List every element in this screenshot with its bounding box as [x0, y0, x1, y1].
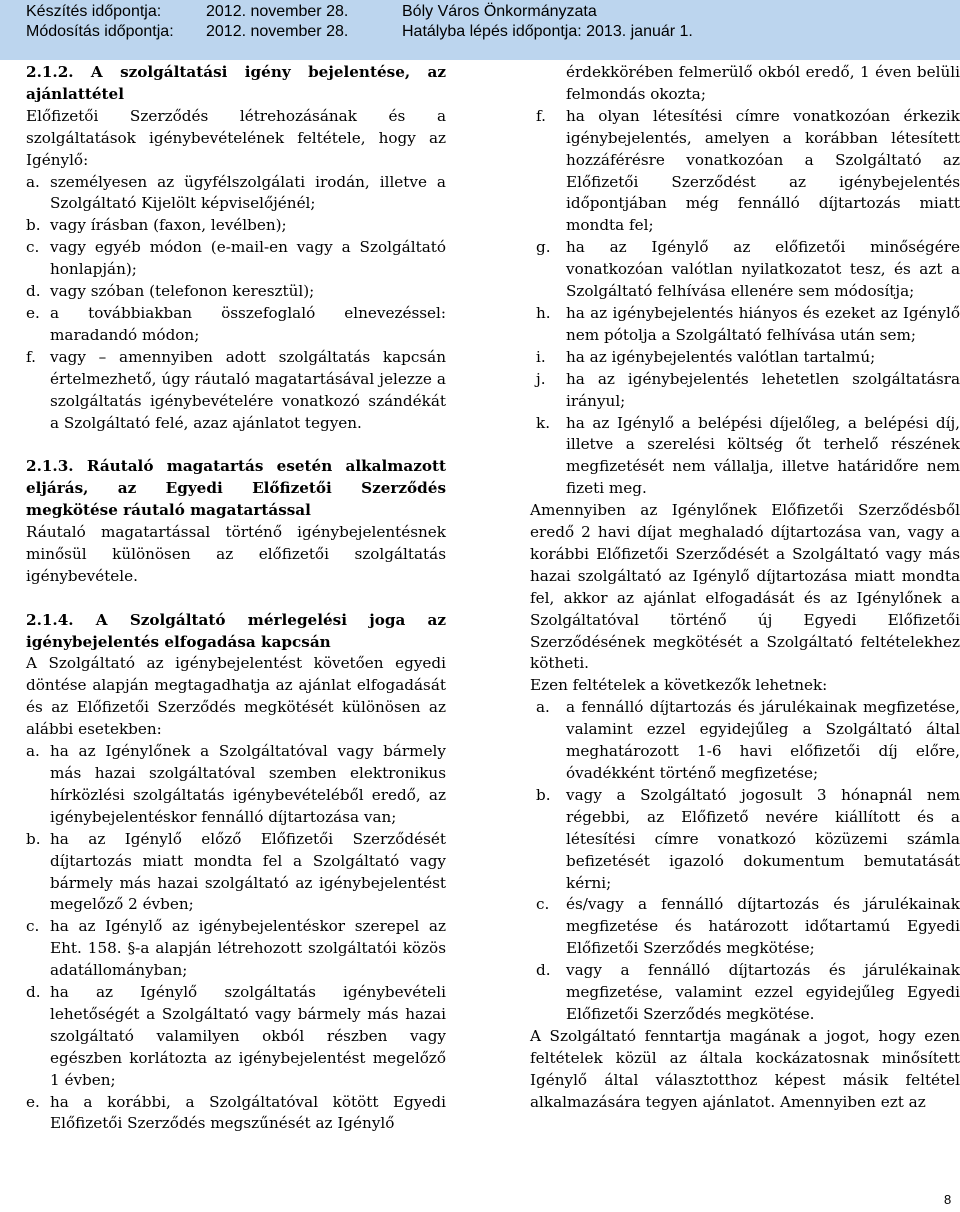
body-paragraph: Ezen feltételek a következők lehetnek:	[530, 676, 828, 695]
list-item	[530, 369, 960, 413]
list-marker: a.	[26, 172, 40, 191]
list-item-text: vagy szóban (telefonon keresztül);	[50, 282, 315, 301]
list-marker: d.	[26, 282, 41, 301]
list-item	[530, 413, 960, 501]
list-item-text: személyesen az ügyfélszolgálati irodán, illetve a Szolgáltató Kijelölt képviselőjénél;	[50, 172, 446, 213]
list-marker: b.	[26, 829, 41, 848]
section-intro: A Szolgáltató az igénybejelentést követően egyedi döntése alapján megtagadhatja az ajánlat elfogadását és az Előfizetői Szerződés megkötését különösen az alábbi esetekben:	[26, 654, 446, 739]
list-item-text: ha olyan létesítési címre vonatkozóan érkezik igénybejelentés, amelyen a korábban létesített hozzáférésre vonatkozóan a Szolgáltató az Előfizetői Szerződést az igénybejelentés időpontjában még fennálló díjtartozás miatt mondta fel;	[566, 106, 960, 235]
list-item-text: ha az igénybejelentés hiányos és ezeket az Igénylő nem pótolja a Szolgáltató felhívása után sem;	[566, 303, 960, 344]
body-paragraph: A Szolgáltató fenntartja magának a jogot, hogy ezen feltételek közül az általa kockázatosnak minősített Igénylő által választotthoz képest másik feltétel alkalmazására tegyen ajánlatot. Amennyiben ezt az	[530, 1026, 960, 1111]
created-label: Készítés időpontja:	[26, 3, 162, 20]
section-heading-2-1-4: 2.1.4. A Szolgáltató mérlegelési joga az igénybejelentés elfogadása kapcsán	[26, 610, 446, 651]
list-marker: b.	[26, 216, 41, 235]
modified-date: 2012. november 28.	[206, 23, 349, 40]
list-item	[26, 741, 446, 829]
list-item	[26, 303, 446, 347]
list-item	[530, 697, 960, 785]
list-marker: h.	[536, 303, 551, 322]
list-item-text: ha az igénybejelentés valótlan tartalmú;	[566, 347, 876, 366]
list-item-text: ha az Igénylő a belépési díjelőleg, a belépési díj, illetve a szerelési költség őt terhelő részének megfizetését nem vállalja, illetve határidőre nem fizeti meg.	[566, 413, 960, 498]
request-methods-list	[26, 172, 446, 435]
right-column	[530, 62, 960, 1114]
list-item	[26, 281, 446, 303]
list-item	[26, 916, 446, 982]
list-item-continuation: érdekkörében felmerülő okból eredő, 1 éven belüli felmondás okozta;	[566, 63, 960, 103]
list-marker: g.	[536, 238, 551, 257]
left-column	[26, 62, 446, 1135]
list-item	[26, 237, 446, 281]
list-item	[530, 347, 960, 369]
list-item	[26, 829, 446, 917]
created-date: 2012. november 28.	[206, 3, 349, 20]
list-item	[530, 960, 960, 1026]
section-heading-2-1-3: 2.1.3. Ráutaló magatartás esetén alkalmazott eljárás, az Egyedi Előfizetői Szerződés megkötése ráutaló magatartással	[26, 457, 446, 520]
list-item-text: ha az igénybejelentés lehetetlen szolgáltatásra irányul;	[566, 369, 960, 410]
section-text: Ráutaló magatartással történő igénybejelentésnek minősül különösen az előfizetői szolgáltatás igénybevétele.	[26, 523, 446, 585]
section-heading-2-1-2: 2.1.2. A szolgáltatási igény bejelentése, az ajánlattétel	[26, 63, 446, 103]
list-marker: d.	[26, 983, 41, 1002]
list-marker: k.	[536, 413, 551, 432]
list-marker: c.	[26, 917, 40, 936]
body-paragraph: Amennyiben az Igénylőnek Előfizetői Szerződésből eredő 2 havi díjat meghaladó díjtartozása van, vagy a korábbi Előfizetői Szerződését a Szolgáltató vagy más hazai szolgáltató az Igénylő díjtartozása miatt mondta fel, akkor az ajánlat elfogadását és az Igénylőnek a Szolgáltatóval történő új Egyedi Előfizetői Szerződésének megkötését a Szolgáltató feltételekhez kötheti.	[530, 501, 960, 673]
list-item	[530, 303, 960, 347]
list-marker: f.	[536, 106, 546, 125]
list-item	[530, 894, 960, 960]
list-item	[26, 982, 446, 1092]
list-marker: a.	[536, 698, 550, 717]
refusal-cases-list	[26, 741, 446, 1135]
list-marker: j.	[536, 369, 546, 388]
list-item-text: ha az Igénylő szolgáltatás igénybevételi lehetőségét a Szolgáltató vagy bármely más hazai szolgáltató valamilyen okból részben vagy egészben korlátozta az igénybejelentést megelőző 1 évben;	[50, 983, 446, 1089]
list-item-text: ha az Igénylő az előfizetői minőségére vonatkozóan valótlan nyilatkozatot tesz, és azt a Szolgáltató felhívása ellenére sem módosítja;	[566, 238, 960, 301]
list-marker: c.	[26, 238, 40, 257]
document-header	[0, 0, 960, 60]
list-item-text: ha az Igénylőnek a Szolgáltatóval vagy bármely más hazai szolgáltatóval szemben elektronikus hírközlési szolgáltatás igénybevételéből eredő, az igénybejelentéskor fennálló díjtartozása van;	[50, 742, 446, 826]
list-item	[530, 785, 960, 895]
organization-name: Bóly Város Önkormányzata	[402, 3, 597, 20]
list-item-text: a továbbiakban összefoglaló elnevezéssel: maradandó módon;	[50, 303, 446, 344]
list-item-text: és/vagy a fennálló díjtartozás és járulékainak megfizetése és határozott időtartamú Egyedi Előfizetői Szerződés megkötése;	[566, 895, 960, 958]
list-marker: d.	[536, 961, 551, 980]
list-item	[26, 347, 446, 435]
modified-label: Módosítás időpontja:	[26, 23, 174, 40]
list-marker: c.	[536, 895, 550, 914]
header-row-created	[26, 1, 597, 23]
list-item-text: ha az Igénylő előző Előfizetői Szerződését díjtartozás miatt mondta fel a Szolgáltató vagy bármely más hazai szolgáltató az igénybejelentést megelőző 2 évben;	[50, 829, 446, 914]
page-number: 8	[944, 1192, 952, 1207]
header-row-modified	[26, 21, 693, 43]
list-item-text: a fennálló díjtartozás és járulékainak megfizetése, valamint ezzel egyidejűleg a Szolgáltató által meghatározott 1-6 havi előfizetői díj előre, óvadékként történő megfizetése;	[566, 698, 960, 782]
conditions-list	[530, 697, 960, 1026]
list-item	[26, 1092, 446, 1136]
list-item-text: ha az Igénylő az igénybejelentéskor szerepel az Eht. 158. §-a alapján létrehozott szolgáltatói közös adatállományban;	[50, 917, 446, 980]
section-intro: Előfizetői Szerződés létrehozásának és a szolgáltatások igénybevételének feltétele, hogy az Igénylő:	[26, 106, 446, 169]
list-item-text: vagy a fennálló díjtartozás és járulékainak megfizetése, valamint ezzel egyidejűleg Egyedi Előfizetői Szerződés megkötése.	[566, 961, 960, 1023]
effective-date: Hatályba lépés időpontja: 2013. január 1.	[402, 23, 693, 40]
list-item-text: vagy – amennyiben adott szolgáltatás kapcsán értelmezhető, úgy ráutaló magatartásával jelezze a szolgáltatás igénybevételére vonatkozó szándékát a Szolgáltató felé, azaz ajánlatot tegyen.	[50, 347, 446, 432]
list-marker: i.	[536, 347, 546, 366]
list-marker: b.	[536, 785, 551, 804]
list-marker: a.	[26, 742, 40, 761]
list-item	[530, 106, 960, 237]
list-marker: e.	[26, 1092, 40, 1111]
list-item-text: vagy a Szolgáltató jogosult 3 hónapnál nem régebbi, az Előfizető nevére kiállított és a létesítési címre vonatkozó közüzemi számla befizetését igazoló dokumentum bemutatását kérni;	[566, 785, 960, 892]
refusal-cases-list-continued	[530, 106, 960, 500]
list-item	[530, 237, 960, 303]
list-item	[26, 215, 446, 237]
list-item-text: ha a korábbi, a Szolgáltatóval kötött Egyedi Előfizetői Szerződés megszűnését az Igénylő	[50, 1092, 446, 1133]
list-item-text: vagy egyéb módon (e-mail-en vagy a Szolgáltató honlapján);	[50, 238, 446, 279]
list-marker: e.	[26, 303, 40, 322]
list-item-text: vagy írásban (faxon, levélben);	[50, 216, 287, 235]
list-marker: f.	[26, 347, 36, 366]
list-item	[26, 172, 446, 216]
